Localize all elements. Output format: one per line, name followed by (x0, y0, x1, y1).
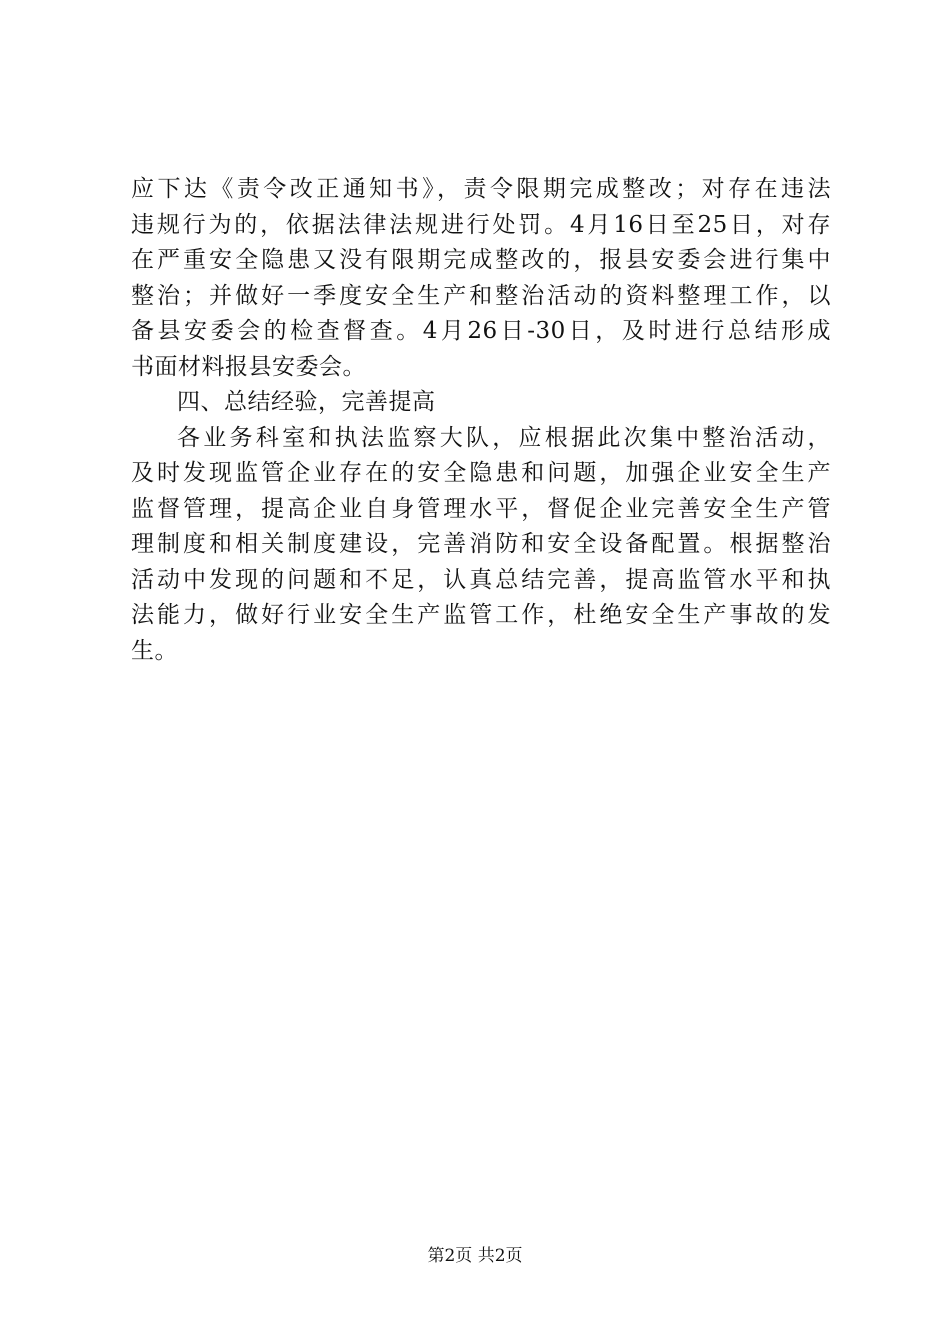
text-line: 书面材料报县安委会。 (131, 353, 366, 380)
text-line: 各业务科室和执法监察大队，应根据此次集中整治活动， (177, 424, 831, 451)
text-line: 及时发现监管企业存在的安全隐患和问题，加强企业安全生产 (131, 460, 831, 486)
text-line: 违规行为的，依据法律法规进行处罚。4月16日至25日，对存 (131, 211, 831, 238)
text-line: 活动中发现的问题和不足，认真总结完善，提高监管水平和执 (131, 566, 831, 593)
text-line: 生。 (131, 637, 178, 664)
text-line: 理制度和相关制度建设，完善消防和安全设备配置。根据整治 (131, 531, 831, 557)
section-heading: 四、总结经验，完善提高 (177, 389, 436, 415)
text-line: 监督管理，提高企业自身管理水平，督促企业完善安全生产管 (131, 495, 831, 522)
text-line: 整治；并做好一季度安全生产和整治活动的资料整理工作，以 (131, 282, 831, 309)
text-line: 在严重安全隐患又没有限期完成整改的，报县安委会进行集中 (131, 247, 831, 273)
paragraph-rectification-schedule (131, 172, 831, 385)
page-number-footer: 第2页 共2页 (427, 1246, 523, 1266)
text-line: 应下达《责令改正通知书》，责令限期完成整改；对存在违法 (131, 176, 831, 202)
paragraph-summary (131, 421, 831, 670)
document-body (131, 172, 831, 669)
text-line: 法能力，做好行业安全生产监管工作，杜绝安全生产事故的发 (131, 602, 831, 628)
text-line: 备县安委会的检查督查。4月26日-30日，及时进行总结形成 (131, 318, 831, 344)
